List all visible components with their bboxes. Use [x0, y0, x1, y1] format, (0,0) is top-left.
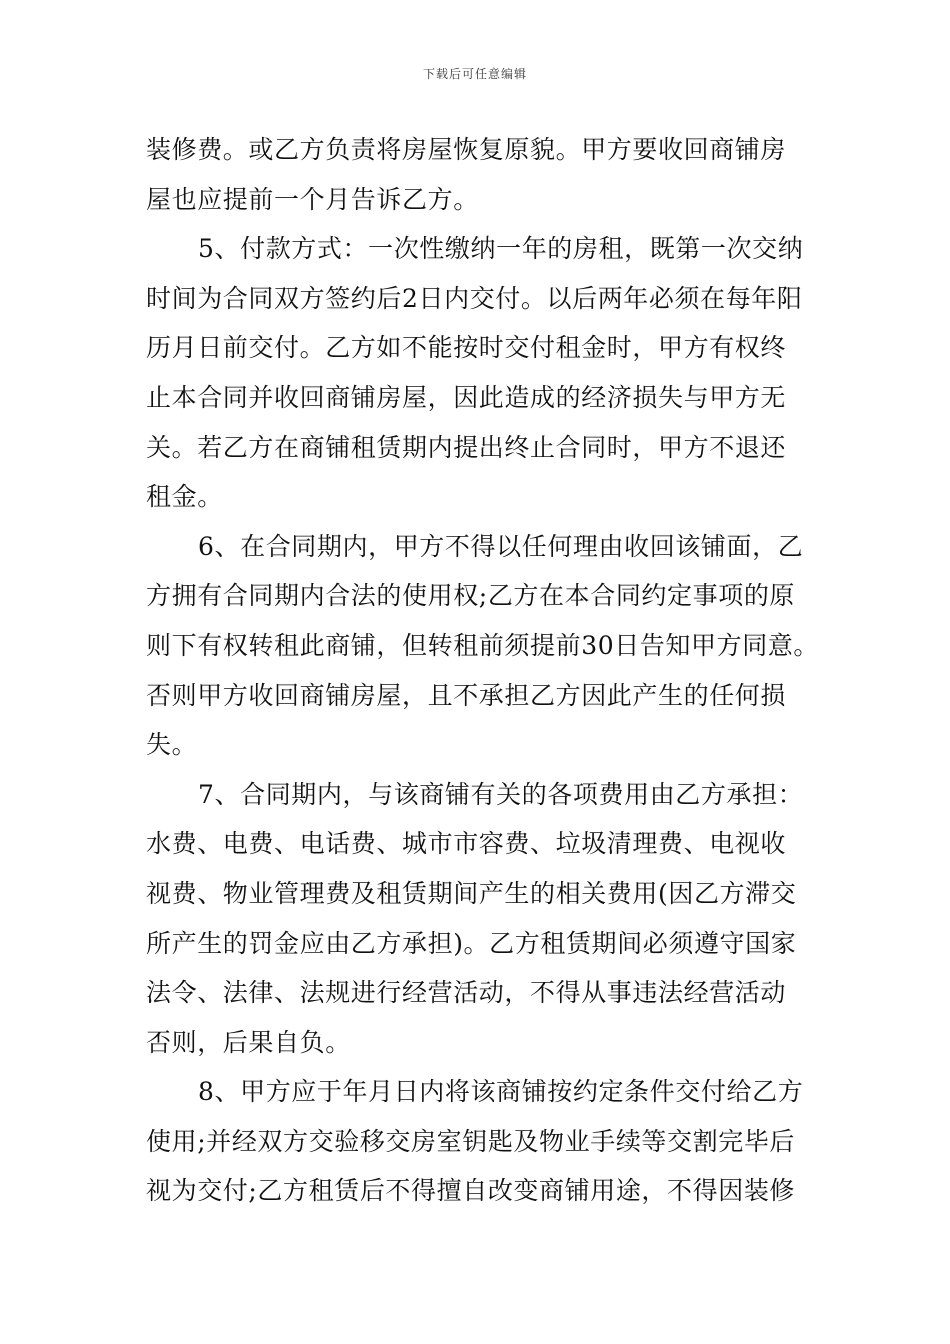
text-line: 租金。 [146, 482, 223, 512]
text-line: 否则甲方收回商铺房屋，且不承担乙方因此产生的任何损 [146, 680, 787, 710]
text-line: 则下有权转租此商铺，但转租前须提前30日告知甲方同意。 [146, 630, 820, 660]
text-line: 所产生的罚金应由乙方承担)。乙方租赁期间必须遵守国家 [146, 928, 797, 958]
text-line: 方拥有合同期内合法的使用权;乙方在本合同约定事项的原 [146, 581, 796, 611]
text-line: 法令、法律、法规进行经营活动，不得从事违法经营活动 [146, 978, 787, 1008]
text-line: 时间为合同双方签约后2日内交付。以后两年必须在每年阳 [146, 283, 803, 313]
text-line: 历月日前交付。乙方如不能按时交付租金时，甲方有权终 [146, 333, 787, 363]
text-line: 水费、电费、电话费、城市市容费、垃圾清理费、电视收 [146, 829, 787, 859]
text-line: 视为交付;乙方租赁后不得擅自改变商铺用途，不得因装修 [146, 1176, 796, 1206]
document-body [146, 125, 826, 1216]
text-line: 屋也应提前一个月告诉乙方。 [146, 184, 479, 214]
text-line: 6、在合同期内，甲方不得以任何理由收回该铺面，乙 [198, 531, 804, 561]
text-line: 7、合同期内，与该商铺有关的各项费用由乙方承担： [198, 779, 804, 809]
text-line: 使用;并经双方交验移交房室钥匙及物业手续等交割完毕后 [146, 1126, 796, 1156]
text-line: 视费、物业管理费及租赁期间产生的相关费用(因乙方滞交 [146, 878, 797, 908]
text-line: 装修费。或乙方负责将房屋恢复原貌。甲方要收回商铺房 [146, 135, 787, 164]
text-line: 失。 [146, 730, 198, 760]
text-line: 否则，后果自负。 [146, 1027, 351, 1057]
text-line: 止本合同并收回商铺房屋，因此造成的经济损失与甲方无 [146, 382, 787, 412]
text-line: 8、甲方应于年月日内将该商铺按约定条件交付给乙方 [198, 1077, 804, 1107]
text-line: 关。若乙方在商铺租赁期内提出终止合同时，甲方不退还 [146, 432, 787, 462]
header-note: 下载后可任意编辑 [422, 67, 527, 81]
text-line: 5、付款方式：一次性缴纳一年的房租，既第一次交纳 [198, 234, 804, 264]
